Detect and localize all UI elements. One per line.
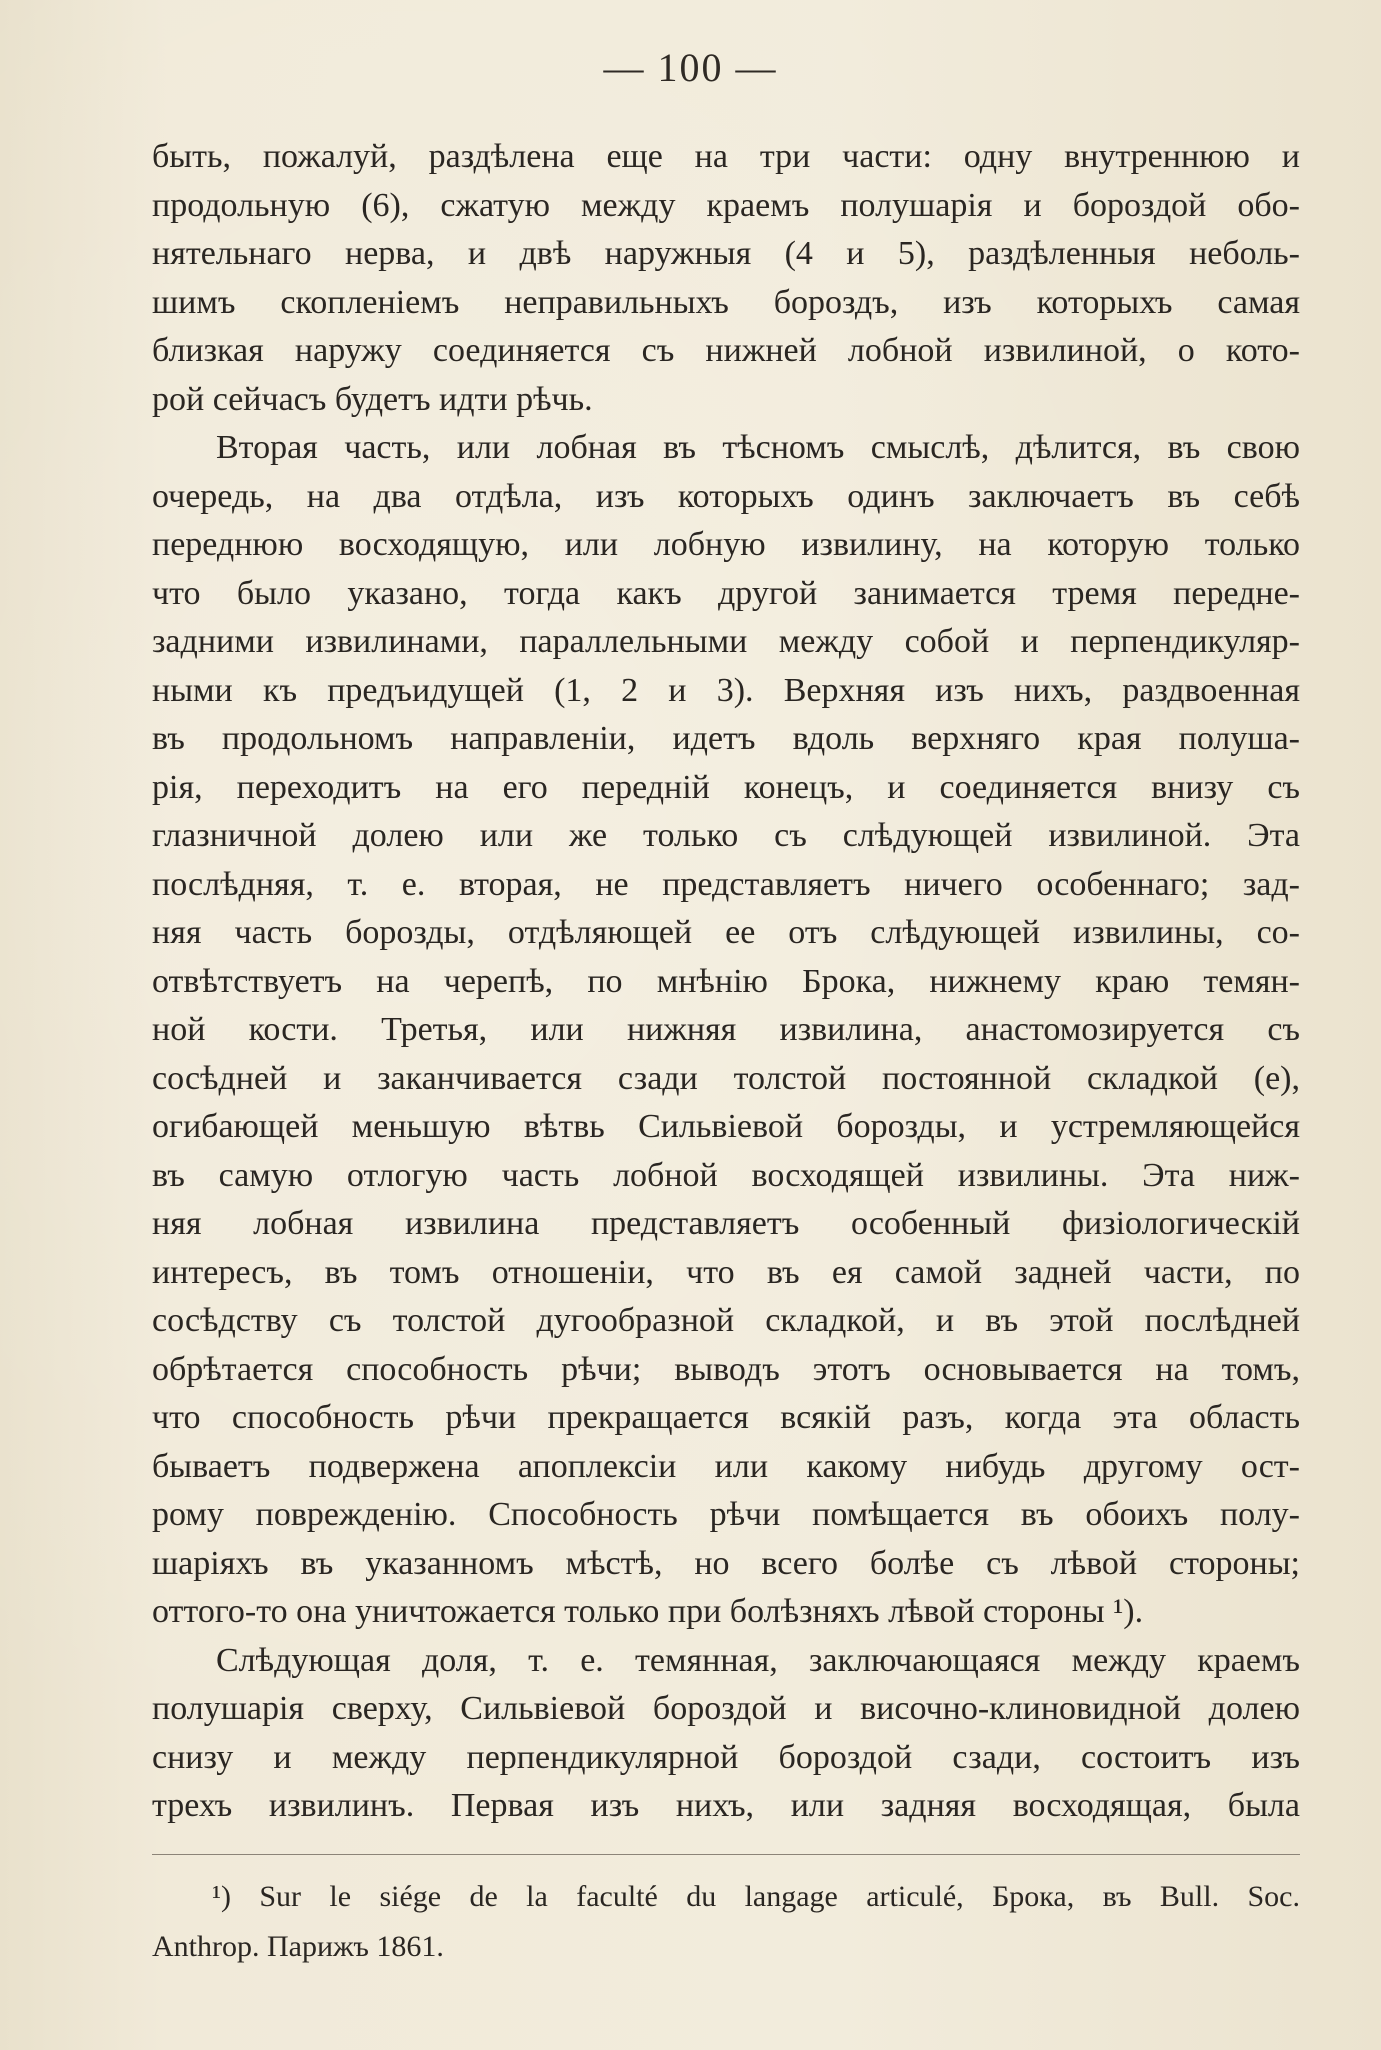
text-line: рому поврежденію. Способность рѣчи помѣщается въ обоихъ полу- <box>152 1496 1300 1533</box>
text-line: нятельнаго нерва, и двѣ наружныя (4 и 5), раздѣленныя неболь- <box>152 235 1300 272</box>
text-line: шимъ скопленіемъ неправильныхъ бороздъ, изъ которыхъ самая <box>152 283 1300 321</box>
text-line: близкая наружу соединяется съ нижней лобной извилиной, о кото- <box>152 332 1300 369</box>
text-line: огибающей меньшую вѣтвь Сильвіевой борозды, и устремляющейся <box>152 1108 1300 1145</box>
text-line: Вторая часть, или лобная въ тѣсномъ смыслѣ, дѣлится, въ свою <box>216 429 1300 466</box>
text-line: обрѣтается способность рѣчи; выводъ этотъ основывается на томъ, <box>152 1350 1300 1388</box>
text-line: переднюю восходящую, или лобную извилину, на которую только <box>152 526 1300 563</box>
text-line: ными къ предъидущей (1, 2 и 3). Верхняя изъ нихъ, раздвоенная <box>152 671 1300 709</box>
text-line: рой сейчасъ будетъ идти рѣчь. <box>152 380 593 418</box>
text-line: трехъ извилинъ. Первая изъ нихъ, или задняя восходящая, была <box>152 1787 1300 1824</box>
text-line: отвѣтствуетъ на черепѣ, по мнѣнію Брока, нижнему краю темян- <box>152 962 1300 1000</box>
text-line: очередь, на два отдѣла, изъ которыхъ одинъ заключаетъ въ себѣ <box>152 477 1300 515</box>
text-line: глазничной долею или же только съ слѣдующей извилиной. Эта <box>152 817 1300 854</box>
footnote-line: ¹) Sur le siége de la faculté du langage articulé, Брока, въ Bull. Soc. <box>212 1880 1300 1913</box>
text-line: шаріяхъ въ указанномъ мѣстѣ, но всего болѣе съ лѣвой стороны; <box>152 1544 1300 1582</box>
text-line: сосѣдству съ толстой дугообразной складкой, и въ этой послѣдней <box>152 1302 1300 1339</box>
page-number: — 100 — <box>603 45 778 90</box>
text-line: няя лобная извилина представляетъ особенный физіологическій <box>152 1205 1300 1242</box>
text-line: послѣдняя, т. е. вторая, не представляетъ ничего особеннаго; зад- <box>152 865 1300 903</box>
text-line: Слѣдующая доля, т. е. темянная, заключающаяся между краемъ <box>216 1641 1300 1679</box>
footnote-line: Anthrop. Парижъ 1861. <box>152 1930 444 1963</box>
text-line: что было указано, тогда какъ другой занимается тремя передне- <box>152 574 1300 612</box>
text-line: быть, пожалуй, раздѣлена еще на три части: одну внутреннюю и <box>152 138 1300 175</box>
body-text <box>152 133 1300 1831</box>
footnote <box>152 1872 1300 1972</box>
text-line: ной кости. Третья, или нижняя извилина, анастомозируется съ <box>152 1011 1300 1048</box>
text-line: интересъ, въ томъ отношеніи, что въ ея самой задней части, по <box>152 1253 1300 1291</box>
text-line: полушарія сверху, Сильвіевой бороздой и височно-клиновидной долею <box>152 1690 1300 1727</box>
text-line: въ самую отлогую часть лобной восходящей извилины. Эта ниж- <box>152 1156 1300 1194</box>
text-line: оттого-то она уничтожается только при болѣзняхъ лѣвой стороны ¹). <box>152 1593 1144 1630</box>
text-line: задними извилинами, параллельными между собой и перпендикуляр- <box>152 623 1300 660</box>
text-line: въ продольномъ направленіи, идетъ вдоль верхняго края полуша- <box>152 720 1300 757</box>
text-line: продольную (6), сжатую между краемъ полушарія и бороздой обо- <box>152 186 1300 224</box>
text-line: снизу и между перпендикулярной бороздой сзади, состоитъ изъ <box>152 1738 1300 1776</box>
text-line: бываетъ подвержена апоплексіи или какому нибудь другому ост- <box>152 1447 1300 1485</box>
text-line: рія, переходитъ на его передній конецъ, и соединяется внизу съ <box>152 768 1300 806</box>
text-line: няя часть борозды, отдѣляющей ее отъ слѣдующей извилины, со- <box>152 914 1300 951</box>
footnote-separator <box>152 1854 1300 1855</box>
text-line: что способность рѣчи прекращается всякій разъ, когда эта область <box>152 1399 1300 1436</box>
text-line: сосѣдней и заканчивается сзади толстой постоянной складкой (е), <box>152 1059 1300 1097</box>
